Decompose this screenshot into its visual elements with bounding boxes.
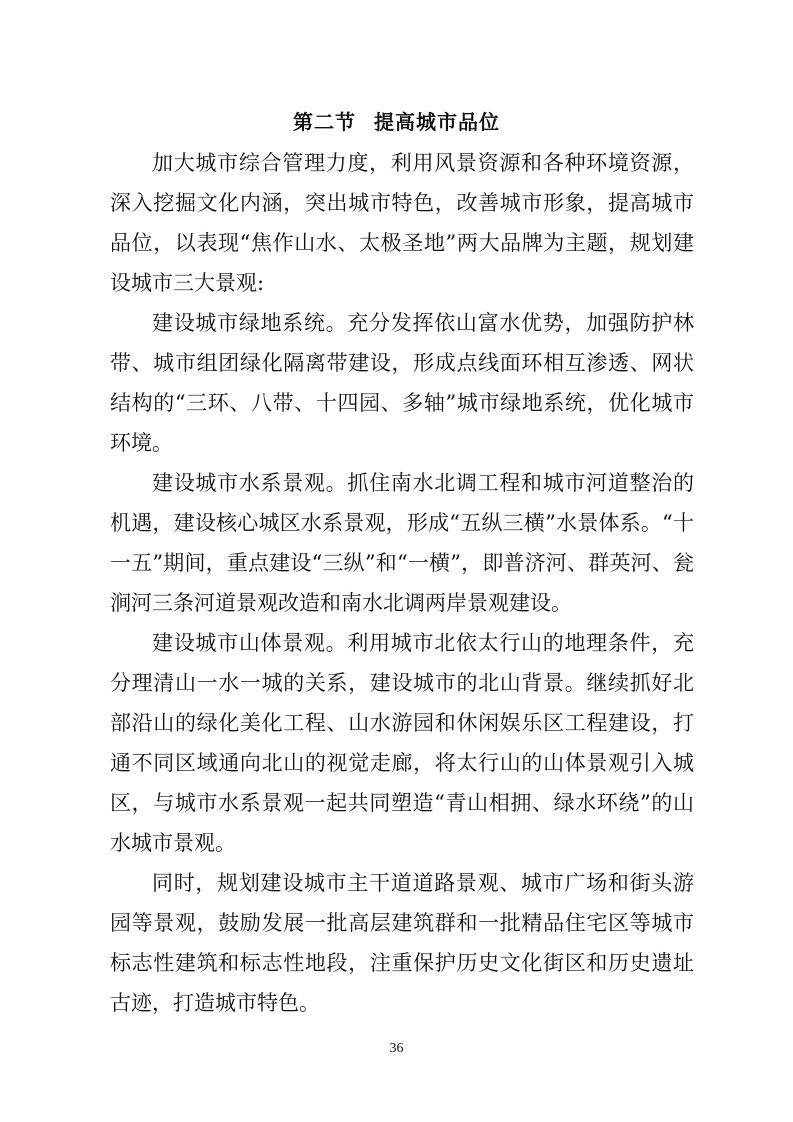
page-number: 36	[389, 1041, 404, 1056]
body-text	[110, 143, 694, 1023]
paragraph-water-system: 建设城市水系景观。抓住南水北调工程和城市河道整治的机遇，建设核心城区水系景观，形成“五纵三横”水景体系。“十一五”期间，重点建设“三纵”和“一横”，即普济河、群英河、瓮涧河三条河道景观改造和南水北调两岸景观建设。	[110, 471, 694, 615]
section-heading	[0, 108, 793, 136]
paragraph-mountain: 建设城市山体景观。利用城市北依太行山的地理条件，充分理清山一水一城的关系，建设城市的北山背景。继续抓好北部沿山的绿化美化工程、山水游园和休闲娱乐区工程建设，打通不同区域通向北山的视觉走廊，将太行山的山体景观引入城区，与城市水系景观一起共同塑造“青山相拥、绿水环绕”的山水城市景观。	[110, 631, 694, 855]
paragraph-green-space: 建设城市绿地系统。充分发挥依山富水优势，加强防护林带、城市组团绿化隔离带建设，形成点线面环相互渗透、网状结构的“三环、八带、十四园、多轴”城市绿地系统，优化城市环境。	[110, 311, 694, 455]
section-title: 提高城市品位	[374, 110, 500, 134]
section-number: 第二节	[293, 110, 356, 134]
paragraph-urban-features: 同时，规划建设城市主干道道路景观、城市广场和街头游园等景观，鼓励发展一批高层建筑群和一批精品住宅区等城市标志性建筑和标志性地段，注重保护历史文化街区和历史遗址古迹，打造城市特色。	[110, 871, 694, 1015]
paragraph-intro: 加大城市综合管理力度，利用风景资源和各种环境资源，深入挖掘文化内涵，突出城市特色，改善城市形象，提高城市品位，以表现“焦作山水、太极圣地”两大品牌为主题，规划建设城市三大景观:	[110, 151, 694, 295]
